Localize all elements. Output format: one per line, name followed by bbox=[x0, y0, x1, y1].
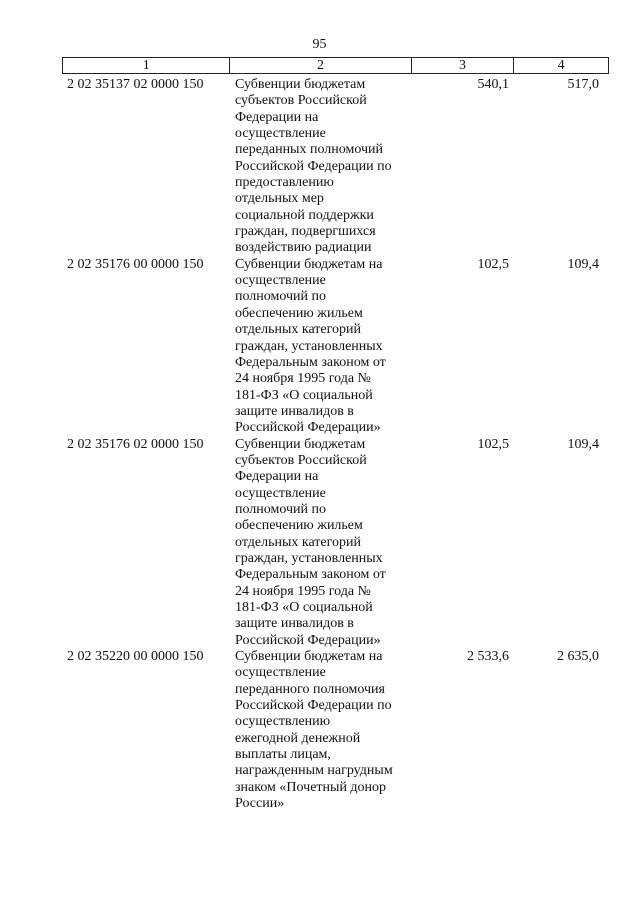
budget-code: 2 02 35176 02 0000 150 bbox=[67, 436, 204, 452]
value-column-4: 517,0 bbox=[567, 77, 599, 92]
column-header-1: 1 bbox=[63, 58, 230, 73]
table-header-row bbox=[62, 57, 609, 74]
value-column-3: 102,5 bbox=[477, 436, 509, 452]
item-name: Субвенции бюджетам субъектов Российской Федерации на осуществление переданных полномочий Российской Федерации по предоставлению отдельных мер социальной поддержки граждан, подвергшихся воздействию радиации bbox=[235, 77, 392, 256]
value-column-3: 102,5 bbox=[477, 256, 509, 272]
value-column-4: 109,4 bbox=[567, 436, 599, 452]
budget-code: 2 02 35176 00 0000 150 bbox=[67, 256, 204, 272]
value-column-4: 109,4 bbox=[567, 256, 599, 272]
budget-code: 2 02 35137 02 0000 150 bbox=[67, 77, 204, 92]
column-header-2: 2 bbox=[230, 58, 411, 73]
table-row bbox=[62, 257, 609, 437]
value-column-3: 540,1 bbox=[477, 77, 509, 92]
table-row bbox=[62, 649, 609, 812]
table-row bbox=[62, 77, 609, 257]
column-header-4: 4 bbox=[557, 58, 565, 73]
item-name: Субвенции бюджетам субъектов Российской Федерации на осуществление полномочий по обеспечению жильем отдельных категорий граждан, установленных Федеральным законом от 24 ноября 1995 года № 181-ФЗ «О социальной защите инвалидов в Российской Федерации» bbox=[235, 436, 386, 648]
budget-table bbox=[62, 57, 609, 812]
value-column-4: 2 635,0 bbox=[557, 649, 599, 665]
item-name: Субвенции бюджетам на осуществление переданного полномочия Российской Федерации по осуществлению ежегодной денежной выплаты лицам, награжденным нагрудным знаком «Почетный донор России» bbox=[235, 649, 393, 812]
table-row bbox=[62, 437, 609, 649]
column-header-3: 3 bbox=[412, 58, 515, 73]
page-number: 95 bbox=[312, 37, 327, 52]
item-name: Субвенции бюджетам на осуществление полномочий по обеспечению жильем отдельных категорий граждан, установленных Федеральным законом от 24 ноября 1995 года № 181-ФЗ «О социальной защите инвалидов в Российской Федерации» bbox=[235, 256, 386, 436]
value-column-3: 2 533,6 bbox=[467, 649, 509, 665]
budget-code: 2 02 35220 00 0000 150 bbox=[67, 649, 204, 665]
